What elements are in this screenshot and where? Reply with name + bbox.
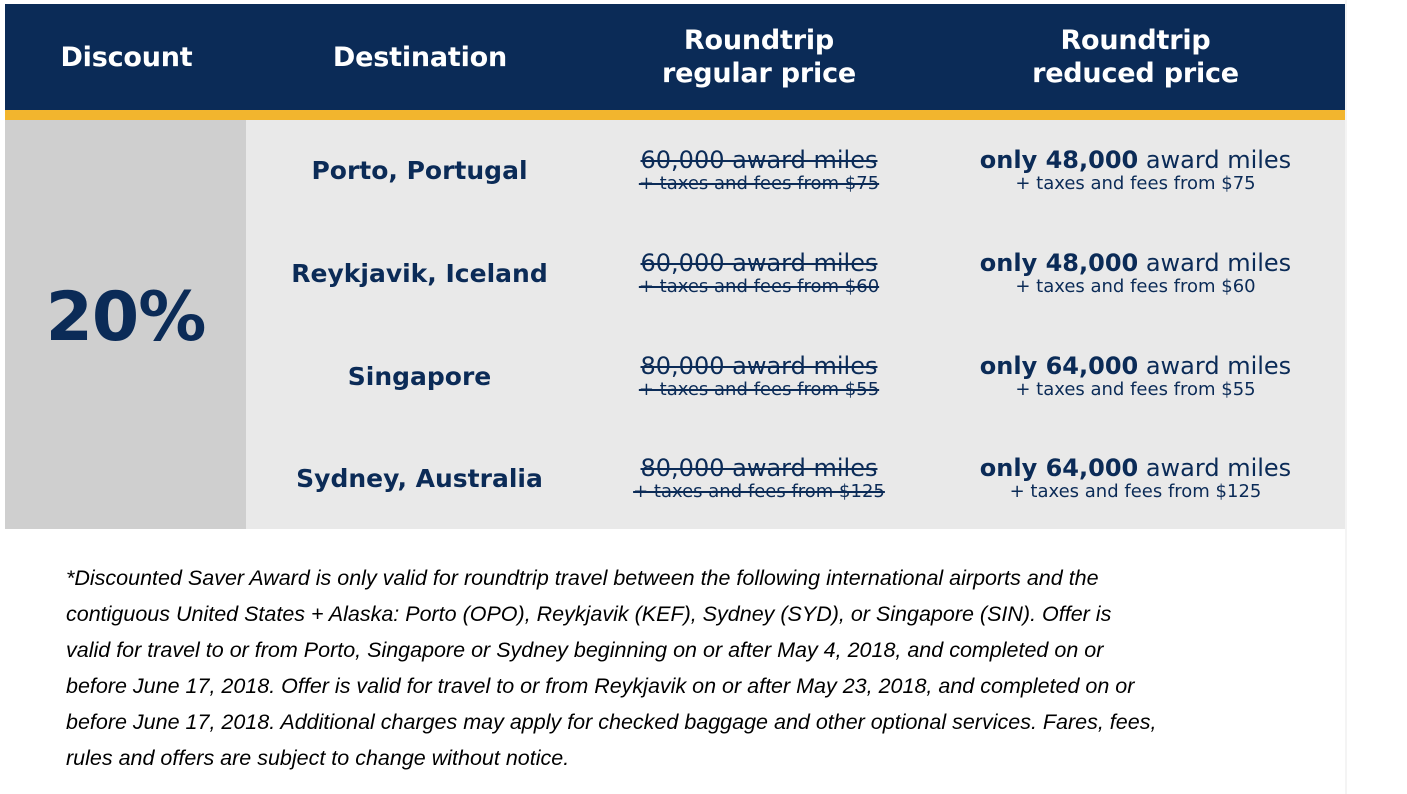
- table-header: [5, 4, 1345, 110]
- table-body: [247, 120, 1345, 529]
- reduced-miles-prefix: only 64,000: [979, 454, 1139, 482]
- table-row: [247, 223, 1345, 324]
- header-discount: Discount: [60, 41, 193, 73]
- destination-cell: [247, 223, 592, 324]
- destination-text: Reykjavik, Iceland: [291, 258, 548, 288]
- regular-fees-text: + taxes and fees from $125: [633, 481, 885, 502]
- reduced-miles-prefix: only 48,000: [979, 145, 1139, 174]
- regular-price-cell: [592, 223, 926, 324]
- regular-miles-text: 80,000 award miles: [640, 454, 878, 482]
- reduced-miles-line: [980, 353, 1291, 379]
- reduced-price-cell: [926, 223, 1345, 324]
- disclaimer-line: valid for travel to or from Porto, Singapore or Sydney beginning on or after May 4, 2018, and completed on or: [66, 638, 1104, 662]
- header-regular-price-text: Roundtrip regular price: [662, 25, 856, 89]
- destination-cell: [247, 326, 592, 427]
- destination-cell: [247, 120, 592, 221]
- disclaimer-line: before June 17, 2018. Additional charges may apply for checked baggage and other optional services. Fares, fees,: [66, 710, 1157, 734]
- offer-disclaimer: [66, 560, 1306, 776]
- disclaimer-line: before June 17, 2018. Offer is valid for travel to or from Reykjavik on or after May 23, 2018, and completed on or: [66, 674, 1135, 698]
- award-discount-table: [5, 4, 1345, 529]
- regular-fees-text: + taxes and fees from $60: [638, 275, 880, 297]
- page-edge-line: [1345, 0, 1347, 794]
- destination-text: Porto, Portugal: [311, 155, 528, 185]
- reduced-miles-suffix: award miles: [1138, 145, 1292, 174]
- reduced-price-block: [980, 250, 1291, 298]
- reduced-miles-line: [980, 455, 1291, 481]
- regular-fees-text: + taxes and fees from $75: [638, 172, 880, 194]
- regular-price-cell: [592, 326, 926, 427]
- destination-cell: [247, 429, 592, 529]
- regular-miles-text: 80,000 award miles: [640, 351, 878, 380]
- regular-price-block: [639, 353, 879, 401]
- reduced-miles-suffix: award miles: [1138, 454, 1292, 482]
- reduced-price-cell: [926, 326, 1345, 427]
- reduced-price-cell: [926, 429, 1345, 529]
- reduced-miles-suffix: award miles: [1138, 351, 1292, 380]
- regular-fees-text: + taxes and fees from $55: [638, 378, 880, 400]
- destination-text: Sydney, Australia: [296, 464, 543, 493]
- reduced-fees-text: + taxes and fees from $60: [1015, 275, 1256, 297]
- reduced-price-cell: [926, 120, 1345, 221]
- reduced-price-block: [980, 147, 1291, 195]
- regular-price-cell: [592, 120, 926, 221]
- discount-cell: [5, 120, 246, 529]
- reduced-miles-prefix: only 48,000: [979, 248, 1139, 277]
- reduced-fees-text: + taxes and fees from $125: [1009, 481, 1262, 502]
- regular-price-cell: [592, 429, 926, 529]
- header-reduced-price: [926, 4, 1345, 110]
- header-regular-price: [592, 4, 926, 110]
- header-accent-bar: [5, 110, 1345, 120]
- disclaimer-line: rules and offers are subject to change without notice.: [66, 746, 570, 770]
- header-reduced-price-text: Roundtrip reduced price: [1032, 25, 1239, 89]
- table-row: [247, 429, 1345, 529]
- reduced-miles-line: [980, 147, 1291, 173]
- reduced-miles-line: [980, 250, 1291, 276]
- regular-miles-text: 60,000 award miles: [640, 248, 878, 277]
- regular-price-block: [633, 455, 885, 503]
- reduced-miles-suffix: award miles: [1138, 248, 1292, 277]
- regular-price-block: [639, 250, 879, 298]
- destination-text: Singapore: [347, 361, 492, 391]
- regular-miles-text: 60,000 award miles: [640, 145, 878, 174]
- header-destination: Destination: [332, 41, 508, 73]
- reduced-miles-prefix: only 64,000: [979, 351, 1139, 380]
- reduced-fees-text: + taxes and fees from $75: [1015, 172, 1256, 194]
- table-row: [247, 326, 1345, 427]
- disclaimer-line: contiguous United States + Alaska: Porto (OPO), Reykjavik (KEF), Sydney (SYD), or Singapore (SIN). Offer is: [66, 602, 1112, 626]
- reduced-price-block: [980, 353, 1291, 401]
- table-row: [247, 120, 1345, 221]
- discount-value: 20%: [45, 277, 206, 357]
- reduced-fees-text: + taxes and fees from $55: [1015, 378, 1256, 400]
- regular-price-block: [639, 147, 879, 195]
- reduced-price-block: [980, 455, 1291, 503]
- disclaimer-line: *Discounted Saver Award is only valid for roundtrip travel between the following international airports and the: [66, 566, 1099, 590]
